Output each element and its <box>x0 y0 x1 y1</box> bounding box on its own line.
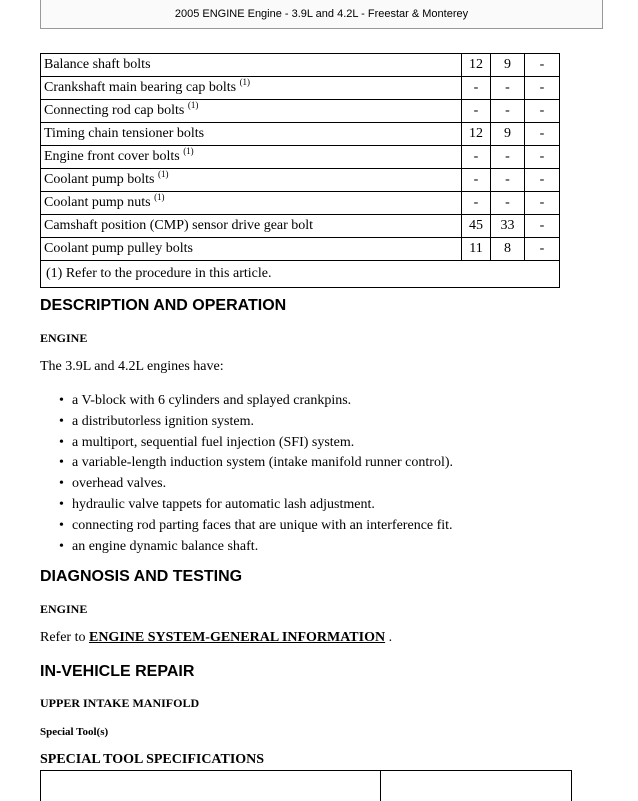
torque-lbin-value: - <box>525 215 560 238</box>
special-tool-spec-heading: SPECIAL TOOL SPECIFICATIONS <box>40 752 265 767</box>
footnote-marker: (1) <box>183 146 194 156</box>
table-row <box>41 215 560 238</box>
feature-list <box>40 391 453 557</box>
list-item: • an engine dynamic balance shaft. <box>40 537 453 558</box>
footnote-marker: (1) <box>187 100 199 110</box>
torque-lbin-value: - <box>525 77 560 100</box>
table-row <box>41 169 560 192</box>
special-tool-table <box>40 770 572 801</box>
table-row <box>41 238 560 261</box>
table-footnote: (1) Refer to the procedure in this article. <box>41 261 560 288</box>
item-label: Balance shaft bolts <box>44 57 151 72</box>
table-row <box>41 100 560 123</box>
torque-nm-value: - <box>462 169 491 192</box>
torque-item-name <box>41 54 462 77</box>
item-label: Connecting rod cap bolts <box>44 103 185 118</box>
reference-prefix: Refer to <box>40 630 89 645</box>
footnote-marker: (1) <box>239 77 251 87</box>
item-label: Coolant pump nuts <box>44 195 151 210</box>
item-label: Coolant pump bolts <box>44 172 155 187</box>
item-label: Coolant pump pulley bolts <box>44 241 193 256</box>
item-label: Engine front cover bolts <box>44 149 180 164</box>
list-item: • connecting rod parting faces that are unique with an interference fit. <box>40 516 453 537</box>
torque-nm-value: - <box>462 146 491 169</box>
list-item: • a V-block with 6 cylinders and splayed crankpins. <box>40 391 453 412</box>
item-label: Timing chain tensioner bolts <box>44 126 205 141</box>
torque-item-name <box>41 123 462 146</box>
torque-lbin-value: - <box>525 100 560 123</box>
list-item: • a distributorless ignition system. <box>40 412 453 433</box>
item-label: Camshaft position (CMP) sensor drive gear bolt <box>44 218 314 233</box>
item-label: Crankshaft main bearing cap bolts <box>44 80 237 95</box>
torque-item-name <box>41 146 462 169</box>
torque-lbft-value: - <box>491 77 525 100</box>
list-item: • a variable-length induction system (intake manifold runner control). <box>40 453 453 474</box>
torque-lbft-value: - <box>491 169 525 192</box>
special-tools-label: Special Tool(s) <box>40 726 109 738</box>
torque-lbin-value: - <box>525 192 560 215</box>
torque-lbin-value: - <box>525 123 560 146</box>
torque-lbft-value: - <box>491 146 525 169</box>
table-row <box>41 146 560 169</box>
torque-nm-value: 12 <box>462 123 491 146</box>
table-row <box>41 123 560 146</box>
torque-nm-value: - <box>462 192 491 215</box>
page-header <box>40 0 603 29</box>
list-item: • hydraulic valve tappets for automatic lash adjustment. <box>40 495 453 516</box>
torque-lbin-value: - <box>525 169 560 192</box>
tool-table-divider <box>380 771 381 801</box>
torque-lbft-value: 8 <box>491 238 525 261</box>
torque-item-name <box>41 77 462 100</box>
torque-item-name <box>41 100 462 123</box>
section-heading-description: DESCRIPTION AND OPERATION <box>40 297 287 314</box>
torque-lbin-value: - <box>525 238 560 261</box>
section-heading-diagnosis: DIAGNOSIS AND TESTING <box>40 568 243 585</box>
torque-lbin-value: - <box>525 146 560 169</box>
subheading-upper-intake-manifold: UPPER INTAKE MANIFOLD <box>40 696 200 710</box>
list-item: • overhead valves. <box>40 474 453 495</box>
diagnosis-reference <box>40 630 392 646</box>
torque-nm-value: 12 <box>462 54 491 77</box>
torque-lbft-value: 9 <box>491 123 525 146</box>
torque-nm-value: 11 <box>462 238 491 261</box>
section-heading-repair: IN-VEHICLE REPAIR <box>40 663 195 680</box>
general-info-link[interactable]: ENGINE SYSTEM-GENERAL INFORMATION <box>88 630 386 645</box>
table-footnote-row <box>41 261 560 288</box>
torque-item-name <box>41 238 462 261</box>
torque-item-name <box>41 169 462 192</box>
reference-suffix: . <box>385 630 393 645</box>
description-intro: The 3.9L and 4.2L engines have: <box>40 359 224 374</box>
torque-nm-value: 45 <box>462 215 491 238</box>
torque-lbin-value: - <box>525 54 560 77</box>
torque-item-name <box>41 192 462 215</box>
list-item: • a multiport, sequential fuel injection (SFI) system. <box>40 433 453 454</box>
torque-lbft-value: - <box>491 100 525 123</box>
torque-nm-value: - <box>462 100 491 123</box>
subheading-engine: ENGINE <box>40 331 88 345</box>
torque-spec-table <box>40 53 560 288</box>
torque-nm-value: - <box>462 77 491 100</box>
table-row <box>41 54 560 77</box>
subheading-diagnosis-engine: ENGINE <box>40 602 88 616</box>
document-title: 2005 ENGINE Engine - 3.9L and 4.2L - Freestar & Monterey <box>174 8 469 20</box>
table-row <box>41 192 560 215</box>
footnote-marker: (1) <box>154 192 165 202</box>
torque-item-name <box>41 215 462 238</box>
table-row <box>41 77 560 100</box>
torque-lbft-value: 9 <box>491 54 525 77</box>
footnote-marker: (1) <box>157 169 169 179</box>
torque-lbft-value: 33 <box>491 215 525 238</box>
torque-lbft-value: - <box>491 192 525 215</box>
